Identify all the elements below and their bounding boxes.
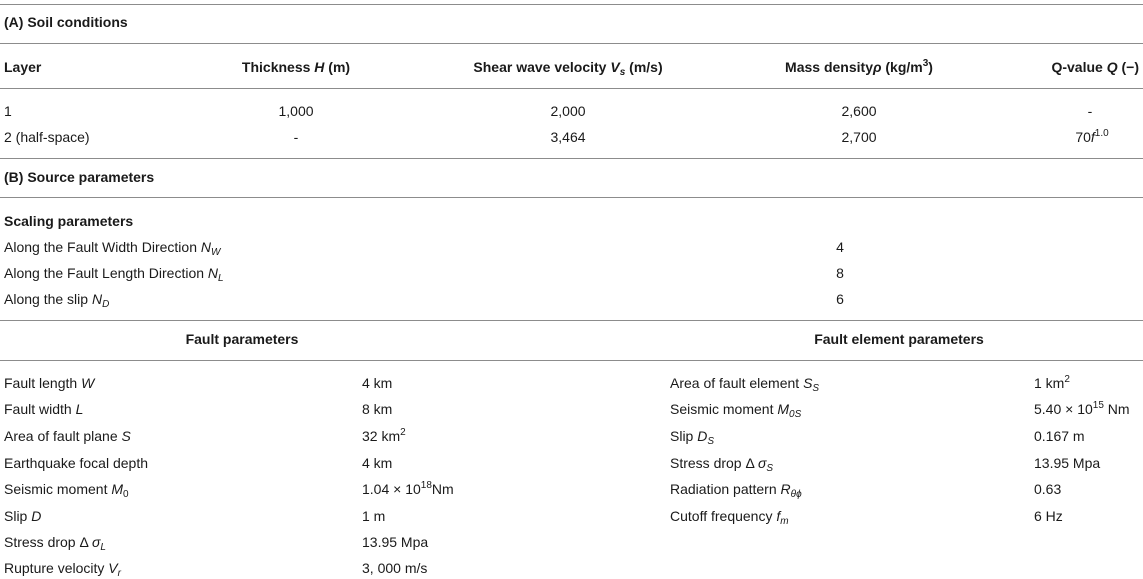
header-thickness: Thickness H (m)	[241, 59, 351, 75]
header-layer: Layer	[4, 59, 42, 75]
fault-element-parameters-header: Fault element parameters	[814, 331, 984, 347]
header-rule	[0, 88, 1143, 89]
element-label-slip: Slip $D_S$	[670, 428, 715, 447]
layer-2-vs: 3,464	[550, 129, 586, 145]
layer-1-thickness: 1,000	[278, 103, 314, 119]
section-b-title: (B) Source parameters	[4, 169, 155, 185]
fault-value-width: 8 km	[362, 401, 393, 417]
fault-value-area: 32 $km^2$	[362, 427, 406, 444]
scaling-label-width: Along the Fault Width Direction $N_W$	[4, 239, 221, 258]
element-value-stress-drop: 13.95 Mpa	[1034, 455, 1101, 471]
table-top-rule	[0, 4, 1143, 5]
fault-label-stress-drop: Stress drop Δ $\sigma_L$	[4, 534, 106, 553]
section-a-rule	[0, 43, 1143, 44]
fault-header-rule	[0, 360, 1143, 361]
fault-label-area: Area of fault plane S	[4, 428, 131, 444]
scaling-label-slip: Along the slip $N_D$	[4, 291, 110, 310]
layer-1-vs: 2,000	[550, 103, 586, 119]
section-b-top-rule	[0, 158, 1143, 159]
fault-label-seismic-moment: Seismic moment $M_0$	[4, 481, 129, 500]
fault-label-length: Fault length W	[4, 375, 95, 391]
element-label-seismic-moment: Seismic moment $M_{0S}$	[670, 401, 802, 420]
element-label-cutoff-frequency: Cutoff frequency $f_m$	[670, 508, 789, 527]
fault-label-slip: Slip D	[4, 508, 42, 524]
header-q-value: Q-value Q (−)	[1051, 59, 1139, 75]
element-value-radiation-pattern: 0.63	[1034, 481, 1062, 497]
element-value-cutoff-frequency: 6 Hz	[1034, 508, 1063, 524]
scaling-bottom-rule	[0, 320, 1143, 321]
scaling-value-slip: 6	[836, 291, 844, 307]
layer-2-thickness: -	[293, 129, 299, 145]
fault-value-stress-drop: 13.95 Mpa	[362, 534, 429, 550]
scaling-title: Scaling parameters	[4, 213, 134, 229]
element-label-radiation-pattern: Radiation pattern $R_{\theta\phi}$	[670, 481, 802, 500]
fault-value-length: 4 km	[362, 375, 393, 391]
element-label-area: Area of fault element $S_S$	[670, 375, 820, 394]
scaling-value-length: 8	[836, 265, 844, 281]
layer-1-density: 2,600	[841, 103, 877, 119]
fault-label-focal-depth: Earthquake focal depth	[4, 455, 148, 471]
scaling-value-width: 4	[836, 239, 844, 255]
fault-label-rupture-velocity: Rupture velocity $V_r$	[4, 560, 121, 579]
scaling-label-length: Along the Fault Length Direction $N_L$	[4, 265, 224, 284]
element-label-stress-drop: Stress drop Δ $\sigma_S$	[670, 455, 774, 474]
element-value-area: 1 $km^2$	[1034, 374, 1070, 391]
fault-value-slip: 1 m	[362, 508, 386, 524]
layer-1-name: 1	[4, 103, 12, 119]
element-value-slip: 0.167 m	[1034, 428, 1085, 444]
section-a-title: (A) Soil conditions	[4, 14, 128, 30]
section-b-rule	[0, 197, 1143, 198]
layer-2-q: $70f^{1.0}$	[1075, 128, 1109, 145]
fault-parameters-header: Fault parameters	[185, 331, 299, 347]
layer-2-density: 2,700	[841, 129, 877, 145]
element-value-seismic-moment: $5.40 \times 10^{15}$ Nm	[1034, 400, 1130, 417]
layer-1-q: -	[1087, 103, 1093, 119]
fault-value-rupture-velocity: 3, 000 m/s	[362, 560, 428, 576]
fault-value-focal-depth: 4 km	[362, 455, 393, 471]
layer-2-name: 2 (half-space)	[4, 129, 90, 145]
header-shear-wave-velocity: Shear wave velocity $V_s$ (m/s)	[473, 59, 663, 78]
fault-value-seismic-moment: $1.04 \times 10^{18}Nm$	[362, 480, 454, 497]
header-mass-density: Mass densityρ $(kg/m^3)$	[785, 58, 933, 75]
fault-label-width: Fault width L	[4, 401, 84, 417]
